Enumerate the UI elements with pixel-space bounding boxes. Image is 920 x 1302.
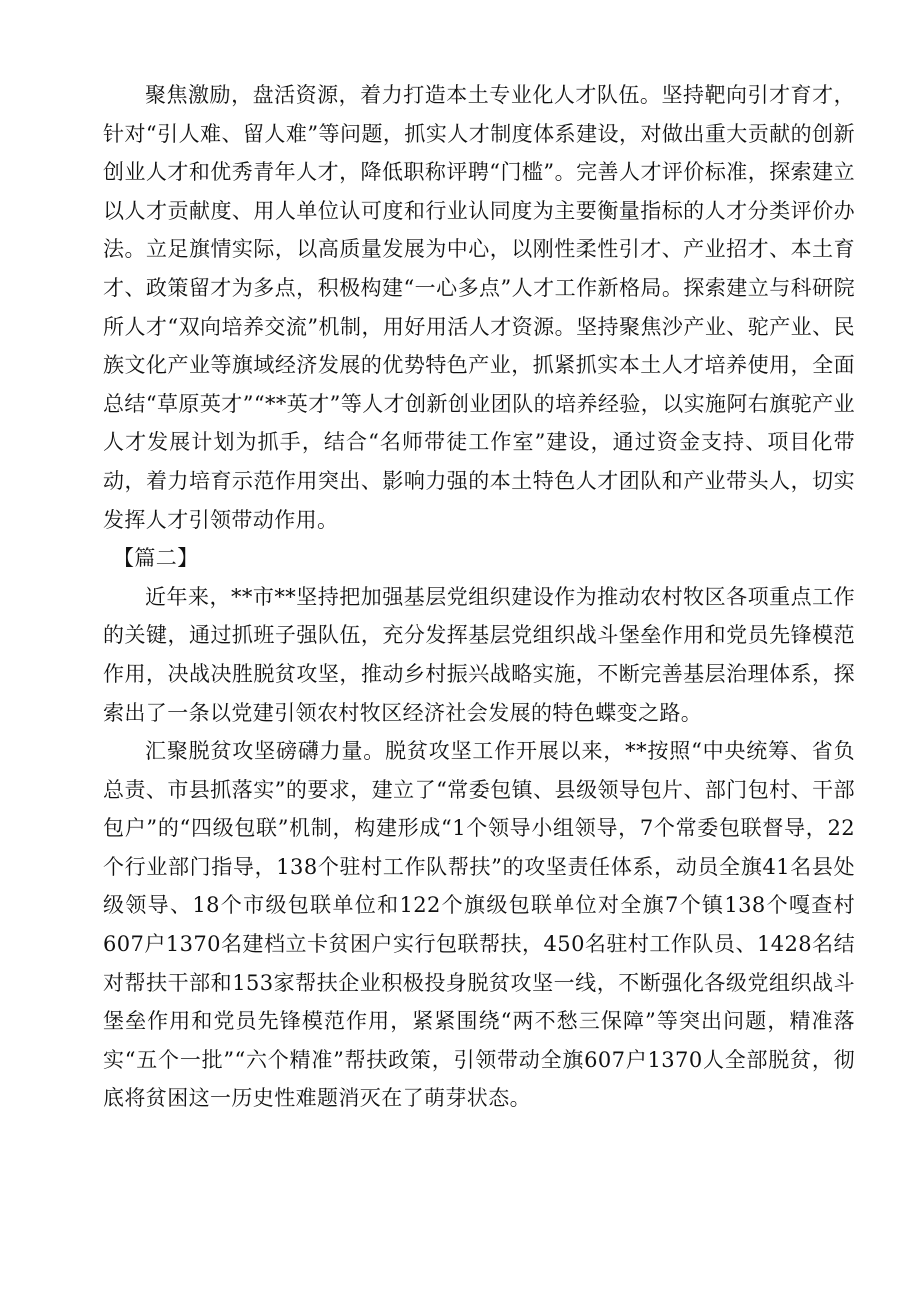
- paragraph-party-building: 近年来，**市**坚持把加强基层党组织建设作为推动农村牧区各项重点工作的关键，通过抓班子强队伍，充分发挥基层党组织战斗堡垒作用和党员先锋模范作用，决战决胜脱贫攻坚，推动乡村振兴战略实施，不断完善基层治理体系，探索出了一条以党建引领农村牧区经济社会发展的特色蝶变之路。: [103, 584, 855, 725]
- section-heading: 【篇二】: [113, 546, 199, 571]
- paragraph-poverty-alleviation: 汇聚脱贫攻坚磅礴力量。脱贫攻坚工作开展以来，**按照“中央统筹、省负总责、市县抓落实”的要求，建立了“常委包镇、县级领导包片、部门包村、干部包户”的“四级包联”机制，构建形成“1个领导小组领导，7个常委包联督导，22个行业部门指导，138个驻村工作队帮扶”的攻坚责任体系，动员全旗41名县处级领导、18个市级包联单位和122个旗级包联单位对全旗7个镇138个嘎查村607户1370名建档立卡贫困户实行包联帮扶，450名驻村工作队员、1428名结对帮扶干部和153家帮扶企业积极投身脱贫攻坚一线，不断强化各级党组织战斗堡垒作用和党员先锋模范作用，紧紧围绕“两不愁三保障”等突出问题，精准落实“五个一批”“六个精准”帮扶政策，引领带动全旗607户1370人全部脱贫，彻底将贫困这一历史性难题消灭在了萌芽状态。: [103, 739, 855, 1111]
- document-body: [103, 76, 855, 1118]
- paragraph-talent-team: 聚焦激励，盘活资源，着力打造本土专业化人才队伍。坚持靶向引才育才，针对“引人难、留人难”等问题，抓实人才制度体系建设，对做出重大贡献的创新创业人才和优秀青年人才，降低职称评聘“门槛”。完善人才评价标准，探索建立以人才贡献度、用人单位认可度和行业认同度为主要衡量指标的人才分类评价办法。立足旗情实际，以高质量发展为中心，以刚性柔性引才、产业招才、本土育才、政策留才为多点，积极构建“一心多点”人才工作新格局。探索建立与科研院所人才“双向培养交流”机制，用好用活人才资源。坚持聚焦沙产业、驼产业、民族文化产业等旗域经济发展的优势特色产业，抓紧抓实本土人才培养使用，全面总结“草原英才”“**英才”等人才创新创业团队的培养经验，以实施阿右旗驼产业人才发展计划为抓手，结合“名师带徒工作室”建设，通过资金支持、项目化带动，着力培育示范作用突出、影响力强的本土特色人才团队和产业带头人，切实发挥人才引领带动作用。: [103, 83, 855, 532]
